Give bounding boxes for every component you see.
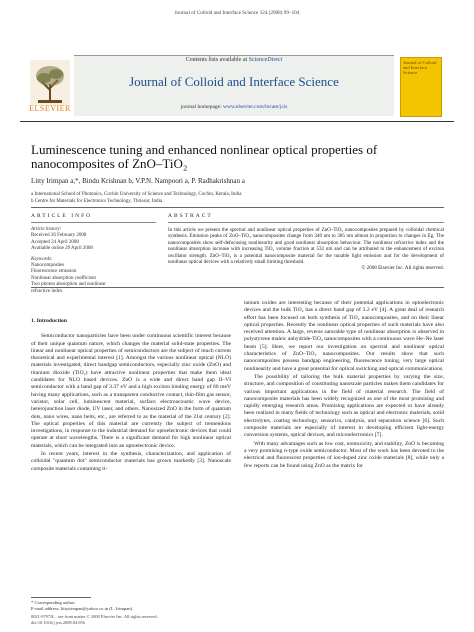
keyword-item: Nonlinear absorption coefficient: [31, 275, 96, 281]
article-info-rule: [31, 222, 156, 223]
accepted-date: Accepted 24 April 2008: [31, 239, 79, 245]
affiliations: [31, 191, 451, 205]
running-head: Journal of Colloid and Interface Science 324 (2008) 99–104: [174, 10, 300, 16]
paragraph: With many advantages such as low cost, nontoxicity, and stability, ZnO is becoming a very promising n-type oxide semiconductor. Most of the work has been devoted to the electrical and fluorescent properties of ion-doped zinc oxide materials [8], while only a few reports can be found using ZnO as the matrix for: [244, 440, 444, 469]
contents-prefix: Contents lists available at: [185, 57, 249, 63]
abstract-rule: [168, 222, 444, 223]
sciencedirect-link[interactable]: ScienceDirect: [248, 57, 283, 63]
cover-title: Journal of Colloid and Interface Science: [403, 60, 437, 75]
article-info-heading: ARTICLE INFO: [31, 213, 93, 219]
doi-line[interactable]: doi:10.1016/j.jcis.2008.04.056: [31, 619, 85, 625]
homepage-prefix: journal homepage:: [180, 104, 224, 110]
paragraph: tanium oxides are interesting because of their potential applications in optoelectronic devices and the bulk TiO₂ has a direct band gap of 3.2 eV [4]. A great deal of research effort has been focused on both synthesis of TiO₂ nanocomposites, and on their linear optical properties. Recently the nonlinear optical properties of such materials have also received attention. A large, reverse saturable type of nonlinear absorption is observed in polystyrene maleic anhydride-TiO₂ nanocomposites with a continuous wave He–Ne laser beam [5]. Here, we report our investigation on spectral and nonlinear optical characteristics of ZnO–TiO₂ nanocomposites. Our results show that such nanocomposites possess bandgap engineering, fluorescence tuning, very large optical nonlinearity and have a great potential for optical switching and optical communications.: [244, 300, 444, 372]
elsevier-tree-logo: [30, 60, 70, 108]
received-date: Received 26 February 2008: [31, 233, 87, 239]
footnote-rule: [31, 597, 91, 598]
author-email[interactable]: E-mail address: littyirimpan@yahoo.co.in (L. Irimpan).: [31, 606, 134, 611]
journal-name: Journal of Colloid and Interface Science: [129, 74, 339, 89]
section-rule: [31, 207, 444, 208]
contents-line: [74, 57, 394, 63]
keyword-item: refractive index: [31, 288, 63, 294]
issn-note: [31, 614, 331, 625]
affiliation-a: a International School of Photonics, Cochin University of Science and Technology, Cochin, Kerala, India: [31, 192, 242, 197]
keyword-item: Fluorescence emission: [31, 269, 77, 275]
header-rule: [20, 121, 454, 122]
keyword-item: Two photon absorption and nonlinear: [31, 282, 106, 288]
paragraph: In recent years, interest in the synthesis, characterization, and application of colloidal "quantum dot" semiconductor materials has grown markedly [3]. Nanoscale composite materials containing ti-: [31, 451, 231, 472]
author-list: Litty Irimpan a,*, Bindu Krishnan b, V.P.N. Nampoori a, P. Radhakrishnan a: [31, 177, 245, 185]
keyword-item: Nanocomposites: [31, 263, 65, 269]
body-column-left: [31, 306, 231, 474]
journal-homepage: [74, 104, 394, 110]
keywords-heading: Keywords:: [31, 256, 53, 262]
abstract-text: In this article we present the spectral and nonlinear optical properties of ZnO–TiO₂ nanocomposites prepared by colloidal chemical synthesis. Emission peaks of ZnO–TiO₂ nanocomposites change from 340 nm to 385 nm almost in proportion to changes in Eg. The nanocomposites show self-defocusing nonlinearity and good nonlinear absorption behaviour. The nonlinear refractive index and the nonlinear absorption increase with increasing TiO₂ volume fraction at 532 nm and can be attributed to the enhancement of exciton oscillator strength. ZnO–TiO₂ is a potential nanocomposite material for the tunable light emission and for the development of nonlinear optical devices with a relatively small limiting threshold.: [168, 227, 444, 266]
journal-cover-thumbnail: [400, 57, 442, 117]
section-heading: 1. Introduction: [31, 318, 67, 324]
online-date: Available online 29 April 2008: [31, 246, 93, 252]
paragraph: Semiconductor nanoparticles have been under continuous scientific interest because of their unique quantum nature, which changes the material solid-state properties. The linear and nonlinear optical properties of semiconductors are the subject of much current theoretical and experimental interest [1]. Amongst the various nonlinear optical (NLO) materials investigated, direct bandgap semiconductors, especially zinc oxide (ZnO) and titanium dioxide (TiO₂) have attractive nonlinear properties that make them ideal candidates for NLO based devices. ZnO is a wide and direct band gap II–VI semiconductor with a band gap of 3.37 eV and a high exciton binding energy of 60 meV having many applications, such as a transparent conductive contact, thin-film gas sensor, varistor, solar cell, luminescent material, surface electroacoustic wave device, heterojunction laser diode, UV laser, and others. Nanosized ZnO in the form of quantum dots, nano wires, nano belts, etc., are referred to as the material of the 21st century [2]. The optical properties of this material are currently the subject of tremendous investigations, in response to the industrial demand for optoelectronic devices that could operate at short wavelengths. There is a significant demand for high nonlinear optical materials, which can be integrated into an optoelectronic device.: [31, 333, 231, 449]
homepage-link[interactable]: www.elsevier.com/locate/jcis: [223, 104, 288, 110]
history-heading: Article history:: [31, 227, 62, 232]
publisher-name: ELSEVIER: [29, 104, 71, 113]
abstract-block: [168, 227, 444, 272]
copyright-line: © 2008 Elsevier Inc. All rights reserved.: [361, 265, 444, 272]
article-title: Luminescence tuning and enhanced nonlinear optical properties of nanocomposites of ZnO–TiO₂: [31, 142, 378, 171]
issn-line: 0021-9797/$ – see front matter © 2008 Elsevier Inc. All rights reserved.: [31, 614, 158, 619]
body-rule: [31, 287, 444, 288]
corresponding-author: * Corresponding author.: [31, 600, 76, 605]
footnote: [31, 600, 231, 612]
abstract-heading: ABSTRACT: [168, 213, 213, 219]
body-column-right: [244, 300, 444, 471]
affiliation-b: b Centre for Materials for Electronics Technology, Thrissur, India: [31, 199, 163, 204]
article-info: [31, 227, 156, 295]
paragraph: The possibility of tailoring the bulk material properties by varying the size, structure, and composition of constituting nanoscale particles makes them candidates for various important applications in the field of material research. The field of nanocomposite materials has been widely recognized as one of the most promising and rapidly emerging research areas. Promising applications are expected or have already been realized in many fields of technology such as optical and electronic materials, solid electrolytes, coating technology, sensorics, catalysis, and separation science [6]. Such composite materials are especially of interest in developing efficient light-energy conversion systems, optical devices, and microelectronics [7].: [244, 373, 444, 439]
